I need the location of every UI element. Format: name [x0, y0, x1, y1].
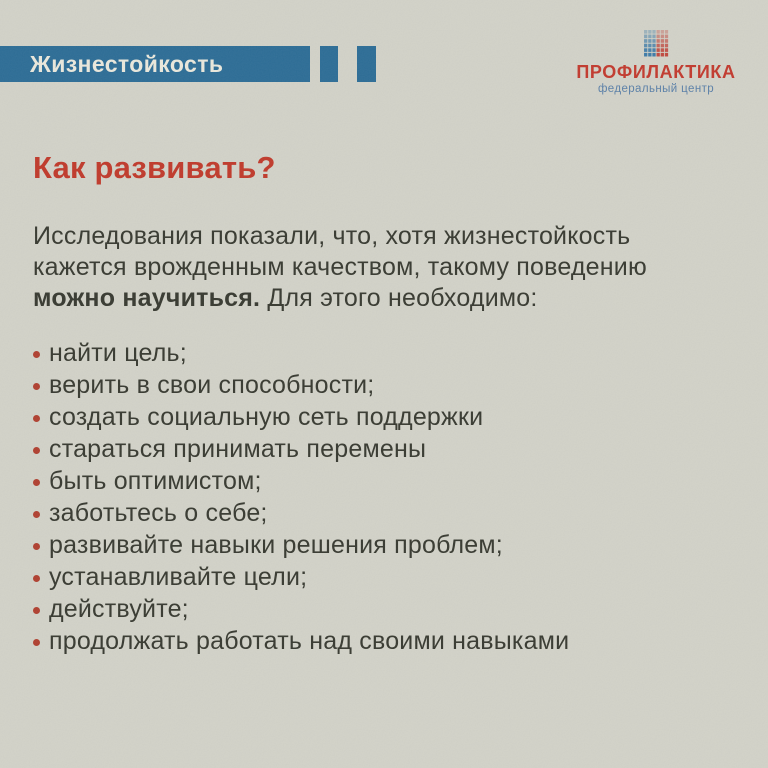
list-item-label: верить в свои способности;: [49, 370, 375, 399]
list-item-label: стараться принимать перемены: [49, 434, 427, 463]
logo-title: ПРОФИЛАКТИКА: [576, 62, 736, 82]
list-item-label: создать социальную сеть поддержки: [49, 402, 484, 431]
bullet-icon: [33, 447, 40, 454]
bullet-icon: [33, 607, 40, 614]
list-item-label: продолжать работать над своими навыками: [49, 626, 570, 655]
intro-line2: кажется врожденным качеством, такому поведению: [33, 253, 647, 281]
list-item: [33, 561, 733, 593]
bullet-icon: [33, 543, 40, 550]
logo-subtitle: федеральный центр: [597, 83, 715, 95]
intro-paragraph: [33, 221, 733, 314]
intro-line3-rest: Для этого необходимо:: [260, 284, 538, 312]
logo: [566, 30, 746, 96]
list-item: [33, 465, 733, 497]
section-badge: [0, 46, 310, 82]
intro-bold: можно научиться.: [33, 284, 261, 312]
list-item-label: развивайте навыки решения проблем;: [49, 530, 503, 559]
bullet-icon: [33, 383, 40, 390]
bullet-icon: [33, 575, 40, 582]
list-item-label: действуйте;: [49, 594, 189, 623]
bullet-icon: [33, 639, 40, 646]
intro-line1: Исследования показали, что, хотя жизнестойкость: [33, 222, 631, 250]
mosaic-grid-icon: [644, 30, 669, 57]
list-item: [33, 497, 733, 529]
list-item-label: заботьтесь о себе;: [49, 498, 268, 527]
list-item-label: быть оптимистом;: [49, 466, 262, 495]
bullet-icon: [33, 511, 40, 518]
list-item: [33, 337, 733, 369]
bullet-list: [33, 337, 733, 657]
list-item: [33, 625, 733, 657]
list-item: [33, 593, 733, 625]
list-item-label: найти цель;: [49, 338, 187, 367]
accent-bar-2: [357, 46, 376, 82]
list-item-label: устанавливайте цели;: [49, 562, 308, 591]
list-item: [33, 369, 733, 401]
page-title: Как развивать?: [33, 150, 276, 185]
bullet-icon: [33, 351, 40, 358]
bullet-icon: [33, 479, 40, 486]
section-badge-label: Жизнестойкость: [30, 50, 224, 77]
list-item: [33, 401, 733, 433]
bullet-icon: [33, 415, 40, 422]
list-item: [33, 529, 733, 561]
accent-bar-1: [320, 46, 338, 82]
list-item: [33, 433, 733, 465]
